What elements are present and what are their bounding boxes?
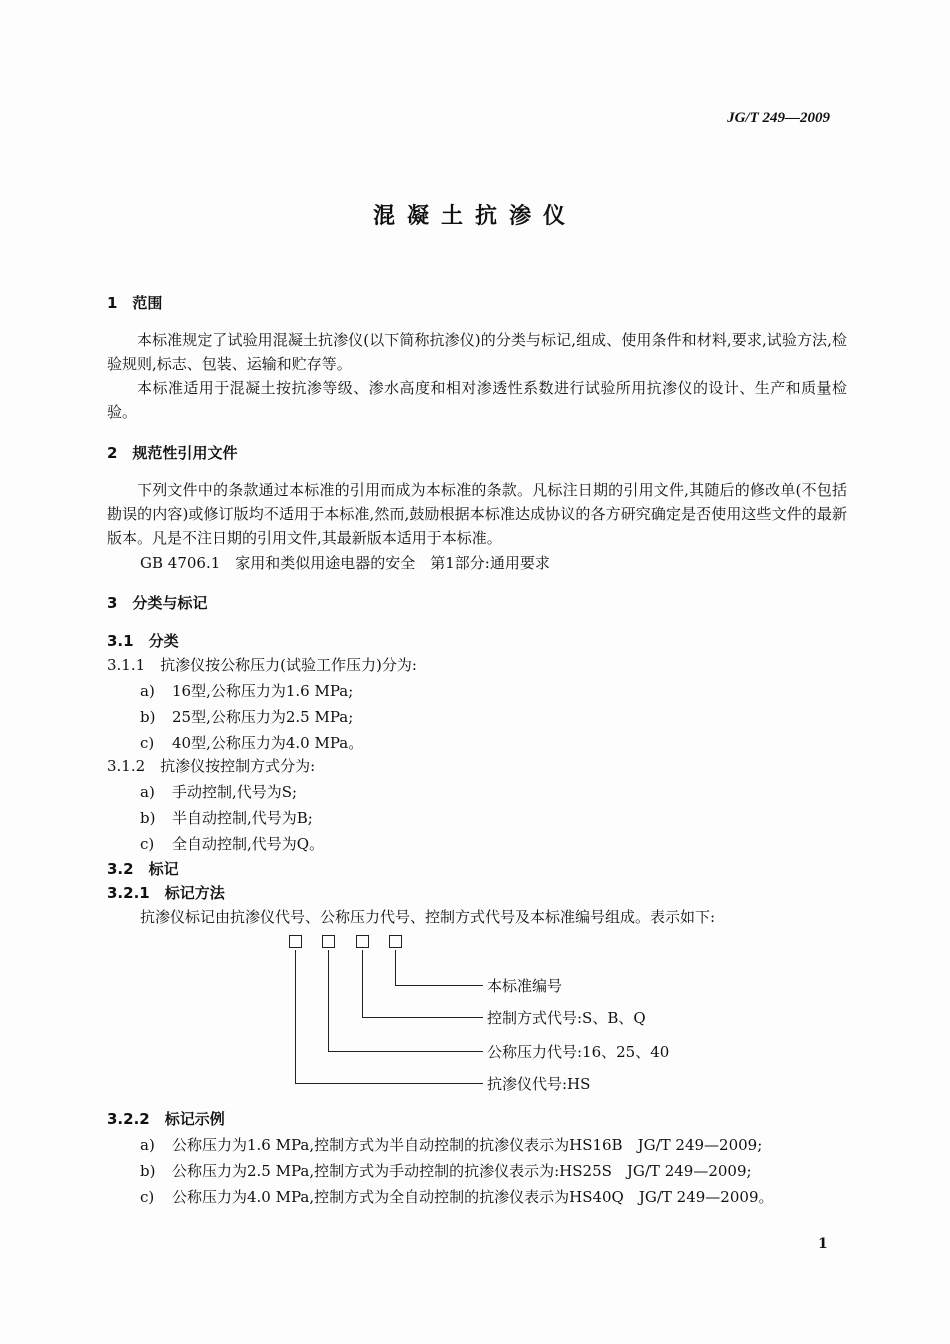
list-marker: b) bbox=[140, 809, 156, 827]
list-text: 公称压力为2.5 MPa,控制方式为手动控制的抗渗仪表示为:HS25S JG/T 249—2009; bbox=[172, 1162, 752, 1180]
normative-reference: GB 4706.1 家用和类似用途电器的安全 第1部分:通用要求 bbox=[140, 554, 550, 572]
list-item bbox=[140, 732, 363, 753]
list-item bbox=[140, 833, 324, 854]
placeholder-box bbox=[322, 935, 335, 948]
list-item bbox=[140, 1186, 773, 1207]
list-text: 全自动控制,代号为Q。 bbox=[172, 835, 325, 853]
diagram-label-nominal-pressure: 公称压力代号:16、25、40 bbox=[487, 1043, 670, 1061]
list-marker: c) bbox=[140, 734, 155, 752]
leader-line bbox=[295, 950, 296, 1083]
section-1-paragraph-2: 本标准适用于混凝土按抗渗等级、渗水高度和相对渗透性系数进行试验所用抗渗仪的设计、生产和质量检验。 bbox=[107, 379, 847, 421]
placeholder-box bbox=[356, 935, 369, 948]
placeholder-box bbox=[389, 935, 402, 948]
section-3-1-2: 3.1.2 抗渗仪按控制方式分为: bbox=[107, 757, 316, 775]
list-marker: b) bbox=[140, 1162, 156, 1180]
section-2-heading: 2 规范性引用文件 bbox=[107, 444, 238, 462]
list-text: 半自动控制,代号为B; bbox=[172, 809, 313, 827]
diagram-label-control-mode: 控制方式代号:S、B、Q bbox=[487, 1009, 646, 1027]
list-item bbox=[140, 1134, 762, 1155]
diagram-label-standard-number: 本标准编号 bbox=[487, 977, 563, 995]
leader-line bbox=[395, 985, 483, 986]
list-text: 公称压力为4.0 MPa,控制方式为全自动控制的抗渗仪表示为HS40Q JG/T 249—2009。 bbox=[172, 1188, 774, 1206]
list-marker: c) bbox=[140, 835, 155, 853]
list-text: 手动控制,代号为S; bbox=[172, 783, 298, 801]
diagram-label-product-code: 抗渗仪代号:HS bbox=[487, 1075, 591, 1093]
section-3-1-1: 3.1.1 抗渗仪按公称压力(试验工作压力)分为: bbox=[107, 656, 417, 674]
leader-line bbox=[362, 1017, 483, 1018]
list-marker: b) bbox=[140, 708, 156, 726]
list-item bbox=[140, 807, 313, 828]
section-3-2-1-text: 抗渗仪标记由抗渗仪代号、公称压力代号、控制方式代号及本标准编号组成。表示如下: bbox=[140, 908, 716, 926]
list-text: 公称压力为1.6 MPa,控制方式为半自动控制的抗渗仪表示为HS16B JG/T 249—2009; bbox=[172, 1136, 763, 1154]
leader-line bbox=[328, 950, 329, 1051]
leader-line bbox=[328, 1051, 483, 1052]
section-3-2-heading: 3.2 标记 bbox=[107, 860, 179, 878]
section-2-paragraph: 下列文件中的条款通过本标准的引用而成为本标准的条款。凡标注日期的引用文件,其随后的修改单(不包括勘误的内容)或修订版均不适用于本标准,然而,鼓励根据本标准达成协议的各方研究确定是否使用这些文件的最新版本。凡是不注日期的引用文件,其最新版本适用于本标准。 bbox=[107, 481, 847, 547]
list-item bbox=[140, 680, 353, 701]
section-3-2-2-heading: 3.2.2 标记示例 bbox=[107, 1110, 225, 1128]
list-text: 40型,公称压力为4.0 MPa。 bbox=[172, 734, 364, 752]
list-marker: a) bbox=[140, 1136, 155, 1154]
list-text: 16型,公称压力为1.6 MPa; bbox=[172, 682, 354, 700]
placeholder-box bbox=[289, 935, 302, 948]
list-text: 25型,公称压力为2.5 MPa; bbox=[172, 708, 354, 726]
leader-line bbox=[295, 1083, 483, 1084]
list-marker: c) bbox=[140, 1188, 155, 1206]
section-1-heading: 1 范围 bbox=[107, 294, 163, 312]
list-item bbox=[140, 781, 297, 802]
list-marker: a) bbox=[140, 783, 155, 801]
leader-line bbox=[395, 950, 396, 985]
leader-line bbox=[362, 950, 363, 1017]
list-marker: a) bbox=[140, 682, 155, 700]
page-number: 1 bbox=[818, 1236, 828, 1252]
section-1-paragraph-1: 本标准规定了试验用混凝土抗渗仪(以下简称抗渗仪)的分类与标记,组成、使用条件和材料,要求,试验方法,检验规则,标志、包装、运输和贮存等。 bbox=[107, 331, 847, 373]
list-item bbox=[140, 1160, 752, 1181]
page-title: 混凝土抗渗仪 bbox=[372, 204, 577, 229]
list-item bbox=[140, 706, 353, 727]
section-3-2-1-heading: 3.2.1 标记方法 bbox=[107, 884, 225, 902]
section-3-1-heading: 3.1 分类 bbox=[107, 632, 179, 650]
standard-number: JG/T 249—2009 bbox=[727, 110, 830, 126]
section-3-heading: 3 分类与标记 bbox=[107, 594, 208, 612]
